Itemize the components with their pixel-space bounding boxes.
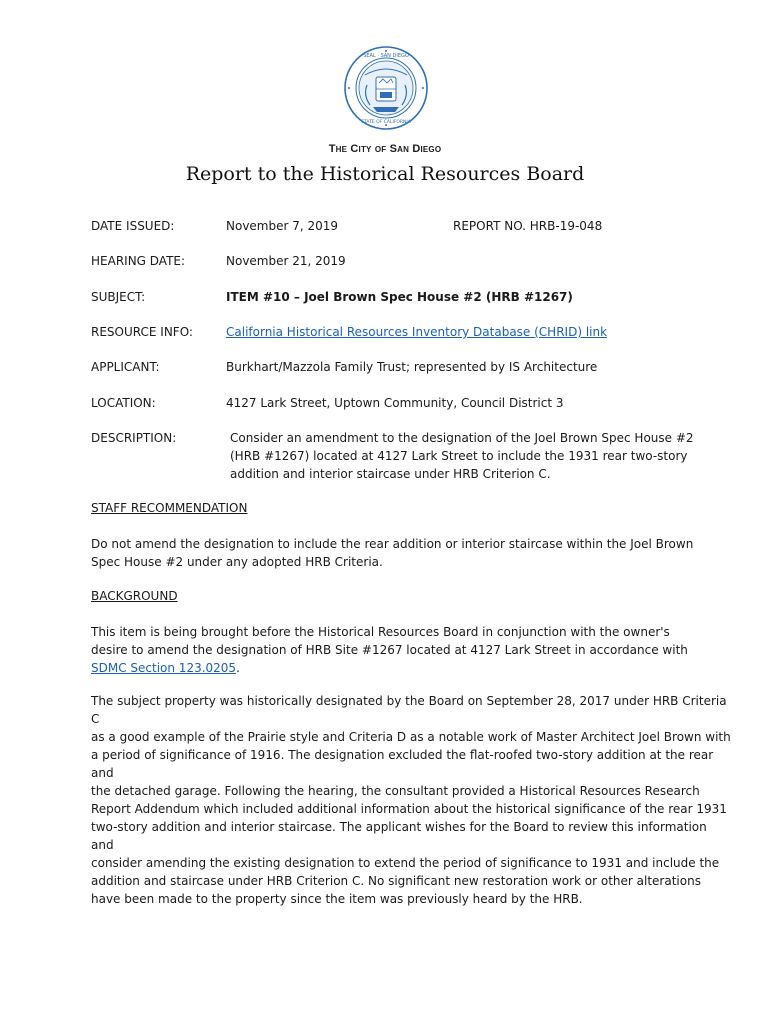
staff-recommendation-heading: STAFF RECOMMENDATION bbox=[91, 501, 248, 515]
resource-info-label: RESOURCE INFO: bbox=[91, 325, 193, 339]
description-text: Consider an amendment to the designation of the Joel Brown Spec House #2 (HRB #1267) located at 4127 Lark Street to include the 1931 rear two-story addition and interior staircase under HRB Criterion C. bbox=[230, 431, 694, 481]
svg-text:STATE OF CALIFORNIA: STATE OF CALIFORNIA bbox=[361, 120, 411, 125]
svg-text:SEAL · SAN DIEGO: SEAL · SAN DIEGO bbox=[363, 53, 409, 59]
background-paragraph-1: This item is being brought before the Historical Resources Board in conjunction with the owner's desire to amend the designation of HRB Site #1267 located at 4127 Lark Street in accordance with SDMC Section 123.0205. bbox=[91, 625, 688, 675]
sdmc-section-link[interactable]: SDMC Section 123.0205 bbox=[91, 661, 237, 675]
date-issued-label: DATE ISSUED: bbox=[91, 219, 175, 233]
city-seal-logo bbox=[343, 45, 429, 131]
subject-value: ITEM #10 – Joel Brown Spec House #2 (HRB #1267) bbox=[226, 290, 573, 304]
date-issued-value: November 7, 2019 bbox=[226, 219, 339, 233]
background-heading: BACKGROUND bbox=[91, 589, 178, 603]
applicant-label: APPLICANT: bbox=[91, 360, 160, 374]
applicant-value: Burkhart/Mazzola Family Trust; represented by IS Architecture bbox=[226, 360, 598, 374]
report-number: REPORT NO. HRB-19-048 bbox=[453, 219, 603, 233]
hearing-date-label: HEARING DATE: bbox=[91, 254, 186, 268]
city-name: The City of San Diego bbox=[328, 143, 442, 155]
hearing-date-value: November 21, 2019 bbox=[226, 254, 346, 268]
background-paragraph-2: The subject property was historically designated by the Board on September 28, 2017 under HRB Criteria C as a good example of the Prairie style and Criteria D as a notable work of Master Architect Joel Brown with a period of significance of 1916. The designation excluded the flat-roofed two-story addition at the rear and the detached garage. Following the hearing, the consultant provided a Historical Resources Research Report Addendum which included additional information about the historical significance of the rear 1931 two-story addition and interior staircase. The applicant wishes for the Board to review this information and consider amending the existing designation to extend the period of significance to 1931 and include the addition and staircase under HRB Criterion C. No significant new restoration work or other alterations have been made to the property since the item was previously heard by the HRB. bbox=[91, 694, 731, 906]
subject-label: SUBJECT: bbox=[91, 290, 146, 304]
staff-recommendation-text: Do not amend the designation to include the rear addition or interior staircase within the Joel Brown Spec House #2 under any adopted HRB Criteria. bbox=[91, 537, 694, 569]
description-label: DESCRIPTION: bbox=[91, 431, 177, 445]
location-value: 4127 Lark Street, Uptown Community, Council District 3 bbox=[226, 396, 564, 410]
report-title: Report to the Historical Resources Board bbox=[185, 163, 585, 185]
chrid-link[interactable]: California Historical Resources Inventory Database (CHRID) link bbox=[226, 325, 608, 339]
location-label: LOCATION: bbox=[91, 396, 156, 410]
